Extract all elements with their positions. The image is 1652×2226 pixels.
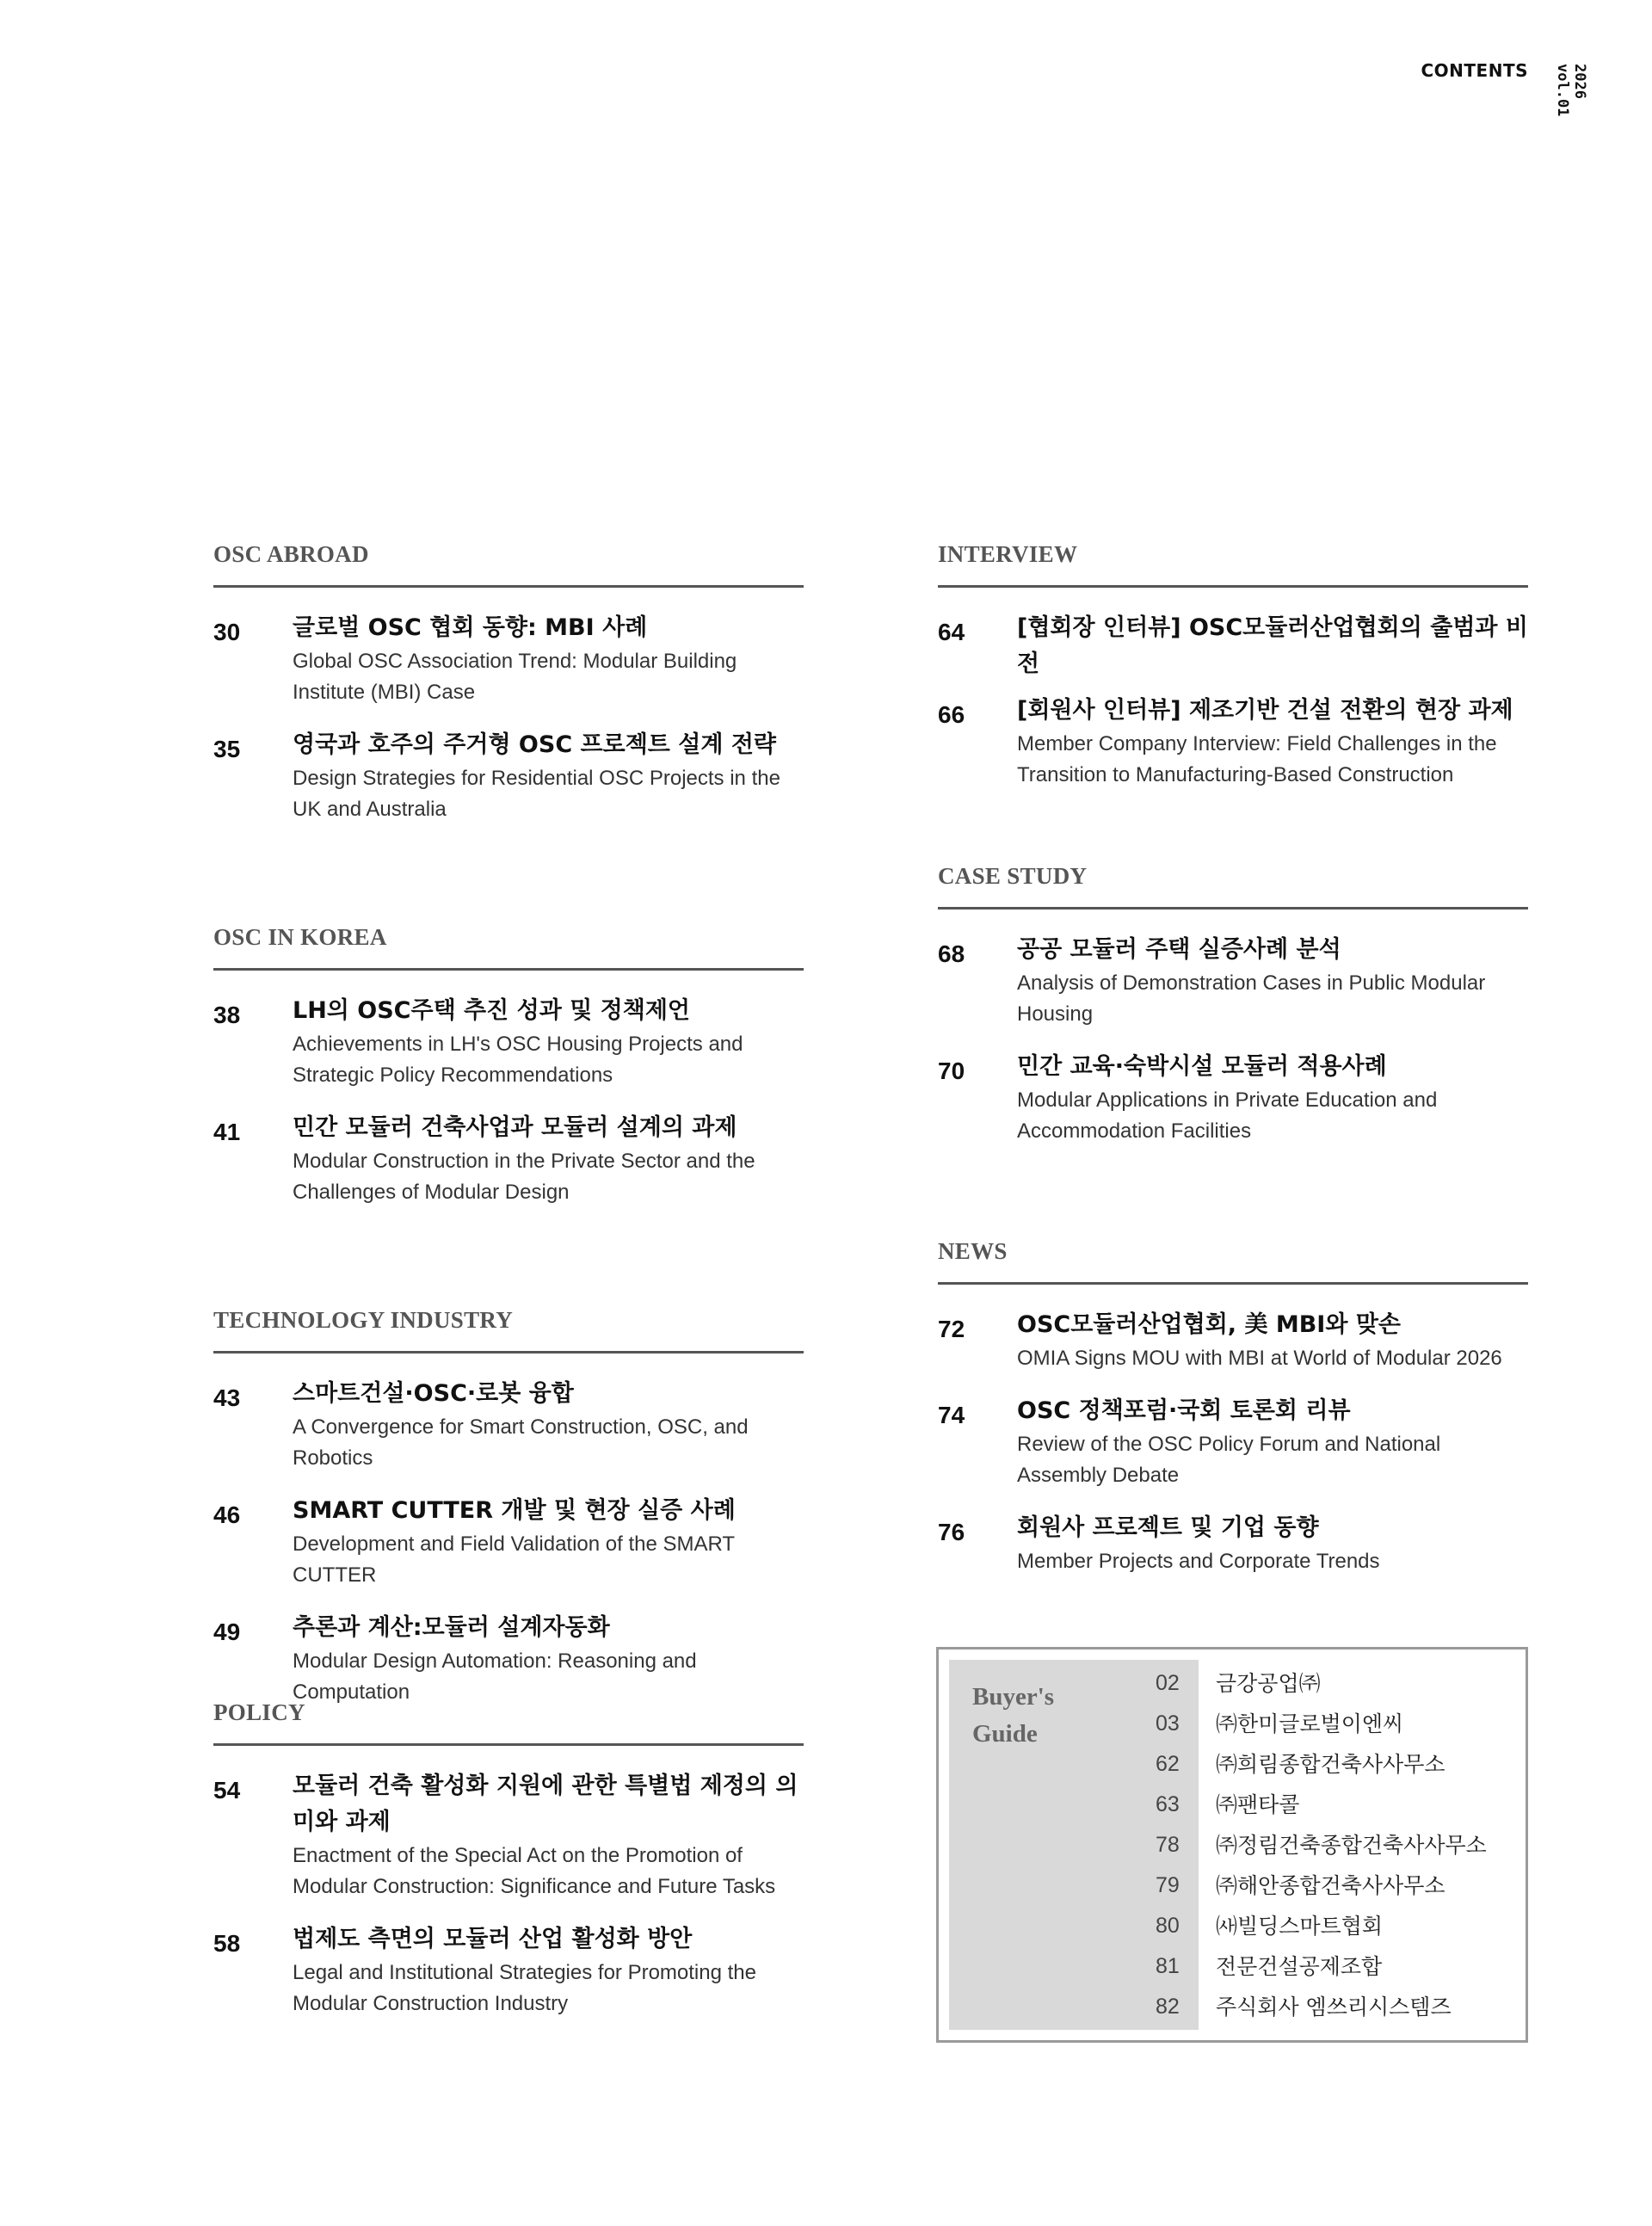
guide-page: 62 — [1156, 1752, 1180, 1776]
guide-item[interactable] — [1156, 1825, 1517, 1865]
entry-list — [213, 971, 804, 1208]
page-number: 66 — [938, 701, 965, 728]
toc-entry[interactable] — [213, 1493, 804, 1591]
toc-entry[interactable] — [213, 1376, 804, 1474]
toc-entry[interactable] — [213, 1110, 804, 1208]
toc-entry[interactable] — [938, 1510, 1528, 1577]
guide-item[interactable] — [1156, 1663, 1517, 1704]
page-number: 72 — [938, 1316, 965, 1342]
page-number: 43 — [213, 1384, 241, 1411]
section-technology-industry — [213, 1306, 804, 1727]
guide-item[interactable] — [1156, 1946, 1517, 1987]
guide-page: 79 — [1156, 1873, 1180, 1897]
entry-title-ko: 민간 교육·숙박시설 모듈러 적용사례 — [1017, 1053, 1387, 1080]
section-title: OSC IN KOREA — [213, 923, 804, 971]
entry-title-ko: OSC모듈러산업협회, 美 MBI와 맞손 — [1017, 1311, 1401, 1338]
entry-title-en: Member Company Interview: Field Challenges in the Transition to Manufacturing-Based Construction — [1017, 732, 1497, 786]
page-number: 49 — [213, 1619, 241, 1645]
section-case-study — [938, 862, 1528, 1166]
entry-list — [213, 1746, 804, 2019]
section-title: CASE STUDY — [938, 862, 1528, 910]
entry-title-en: Design Strategies for Residential OSC Projects in the UK and Australia — [293, 767, 780, 821]
page-number: 54 — [213, 1777, 241, 1804]
entry-title-en: A Convergence for Smart Construction, OSC, and Robotics — [293, 1415, 749, 1470]
entry-title-ko: 글로벌 OSC 협회 동향: MBI 사례 — [293, 614, 648, 641]
section-news — [938, 1237, 1528, 1596]
entry-title-en: Achievements in LH's OSC Housing Projects and Strategic Policy Recommendations — [293, 1033, 743, 1087]
entry-title-ko: SMART CUTTER 개발 및 현장 실증 사례 — [293, 1497, 736, 1524]
guide-company: 전문건설공제조합 — [1216, 1954, 1383, 1979]
entry-title-ko: 영국과 호주의 주거형 OSC 프로젝트 설계 전략 — [293, 731, 777, 758]
guide-page: 63 — [1156, 1792, 1180, 1816]
guide-company: 주식회사 엠쓰리시스템즈 — [1216, 1995, 1452, 2019]
guide-page: 03 — [1156, 1711, 1180, 1736]
entry-title-ko: 법제도 측면의 모듈러 산업 활성화 방안 — [293, 1926, 693, 1952]
guide-page: 78 — [1156, 1833, 1180, 1857]
guide-page: 81 — [1156, 1954, 1180, 1978]
entry-title-en: Modular Construction in the Private Sector and the Challenges of Modular Design — [293, 1150, 755, 1204]
entry-title-ko: 민간 모듈러 건축사업과 모듈러 설계의 과제 — [293, 1114, 737, 1141]
toc-entry[interactable] — [938, 1393, 1528, 1491]
entry-title-en: Member Projects and Corporate Trends — [1017, 1550, 1380, 1573]
page-number: 74 — [938, 1402, 965, 1428]
toc-entry[interactable] — [938, 1049, 1528, 1147]
guide-company: 금강공업㈜ — [1216, 1671, 1321, 1696]
section-osc-in-korea — [213, 923, 804, 1227]
entry-title-en: Modular Applications in Private Education and Accommodation Facilities — [1017, 1088, 1438, 1143]
buyers-guide-title-line2: Guide — [972, 1720, 1038, 1748]
page-number: 30 — [213, 619, 241, 645]
entry-title-en: Review of the OSC Policy Forum and National Assembly Debate — [1017, 1433, 1441, 1487]
toc-entry[interactable] — [213, 610, 804, 708]
entry-title-ko: [회원사 인터뷰] 제조기반 건설 전환의 현장 과제 — [1017, 697, 1513, 724]
section-interview — [938, 540, 1528, 810]
toc-entry[interactable] — [938, 1307, 1528, 1374]
section-osc-abroad — [213, 540, 804, 844]
page-number: 58 — [213, 1930, 241, 1957]
guide-company: ㈜한미글로벌이엔씨 — [1216, 1711, 1404, 1736]
toc-entry[interactable] — [213, 1768, 804, 1902]
page-number: 64 — [938, 619, 965, 645]
guide-item[interactable] — [1156, 1865, 1517, 1906]
guide-page: 80 — [1156, 1914, 1180, 1938]
buyers-guide-title-line1: Buyer's — [972, 1683, 1055, 1711]
guide-company: ㈔빌딩스마트협회 — [1216, 1914, 1384, 1939]
entry-title-ko: [협회장 인터뷰] OSC모듈러산업협회의 출범과 비전 — [1017, 614, 1528, 677]
toc-entry[interactable] — [213, 727, 804, 825]
guide-company: ㈜희림종합건축사사무소 — [1216, 1752, 1446, 1777]
entry-title-ko: 공공 모듈러 주택 실증사례 분석 — [1017, 936, 1341, 963]
toc-entry[interactable] — [213, 993, 804, 1091]
guide-item[interactable] — [1156, 1704, 1517, 1744]
contents-label: CONTENTS — [1421, 60, 1528, 81]
entry-title-en: Global OSC Association Trend: Modular Building Institute (MBI) Case — [293, 650, 737, 704]
toc-entry[interactable] — [938, 610, 1528, 682]
guide-page: 82 — [1156, 1995, 1180, 2019]
entry-title-ko: 스마트건설·OSC·로봇 융합 — [293, 1380, 574, 1407]
entry-list — [938, 588, 1528, 791]
page-number: 68 — [938, 940, 965, 967]
page-number: 35 — [213, 736, 241, 762]
entry-list — [938, 1285, 1528, 1577]
page-number: 70 — [938, 1058, 965, 1084]
page-number: 76 — [938, 1519, 965, 1545]
section-title: NEWS — [938, 1237, 1528, 1285]
entry-list — [213, 1353, 804, 1708]
guide-company: ㈜팬타콜 — [1216, 1792, 1300, 1817]
entry-title-en: Enactment of the Special Act on the Promotion of Modular Construction: Significance and Future Tasks — [293, 1844, 776, 1898]
toc-entry[interactable] — [938, 932, 1528, 1030]
toc-entry[interactable] — [213, 1610, 804, 1708]
section-policy — [213, 1699, 804, 2038]
buyers-guide-title — [972, 1679, 1054, 1753]
entry-title-en: Legal and Institutional Strategies for Promoting the Modular Construction Industry — [293, 1961, 756, 2015]
entry-list — [213, 588, 804, 825]
guide-page: 02 — [1156, 1671, 1180, 1695]
guide-item[interactable] — [1156, 1987, 1517, 2027]
entry-title-en: OMIA Signs MOU with MBI at World of Modular 2026 — [1017, 1347, 1502, 1370]
entry-list — [938, 910, 1528, 1147]
toc-entry[interactable] — [938, 693, 1528, 791]
guide-item[interactable] — [1156, 1744, 1517, 1785]
entry-title-ko: 모듈러 건축 활성화 지원에 관한 특별법 제정의 의미와 과제 — [293, 1773, 798, 1835]
section-title: TECHNOLOGY INDUSTRY — [213, 1306, 804, 1353]
guide-item[interactable] — [1156, 1906, 1517, 1946]
section-title: OSC ABROAD — [213, 540, 804, 588]
buyers-guide-box — [936, 1647, 1528, 2043]
volume-label: 2026 vol.01 — [1554, 64, 1588, 117]
page-number: 38 — [213, 1002, 241, 1028]
entry-title-ko: 회원사 프로젝트 및 기업 동향 — [1017, 1514, 1319, 1541]
guide-company: ㈜해안종합건축사사무소 — [1216, 1873, 1446, 1898]
entry-title-en: Development and Field Validation of the SMART CUTTER — [293, 1532, 735, 1587]
guide-company: ㈜정림건축종합건축사사무소 — [1216, 1833, 1487, 1858]
section-title: POLICY — [213, 1699, 804, 1746]
section-title: INTERVIEW — [938, 540, 1528, 588]
page-number: 46 — [213, 1501, 241, 1528]
toc-entry[interactable] — [213, 1921, 804, 2019]
entry-title-ko: 추론과 계산:모듈러 설계자동화 — [293, 1614, 610, 1641]
entry-title-en: Analysis of Demonstration Cases in Public Modular Housing — [1017, 971, 1486, 1026]
page-number: 41 — [213, 1119, 241, 1145]
entry-title-en: Modular Design Automation: Reasoning and Computation — [293, 1649, 697, 1704]
entry-title-ko: OSC 정책포럼·국회 토론회 리뷰 — [1017, 1397, 1351, 1424]
buyers-guide-list — [1156, 1663, 1517, 2027]
entry-title-ko: LH의 OSC주택 추진 성과 및 정책제언 — [293, 997, 690, 1024]
guide-item[interactable] — [1156, 1785, 1517, 1825]
